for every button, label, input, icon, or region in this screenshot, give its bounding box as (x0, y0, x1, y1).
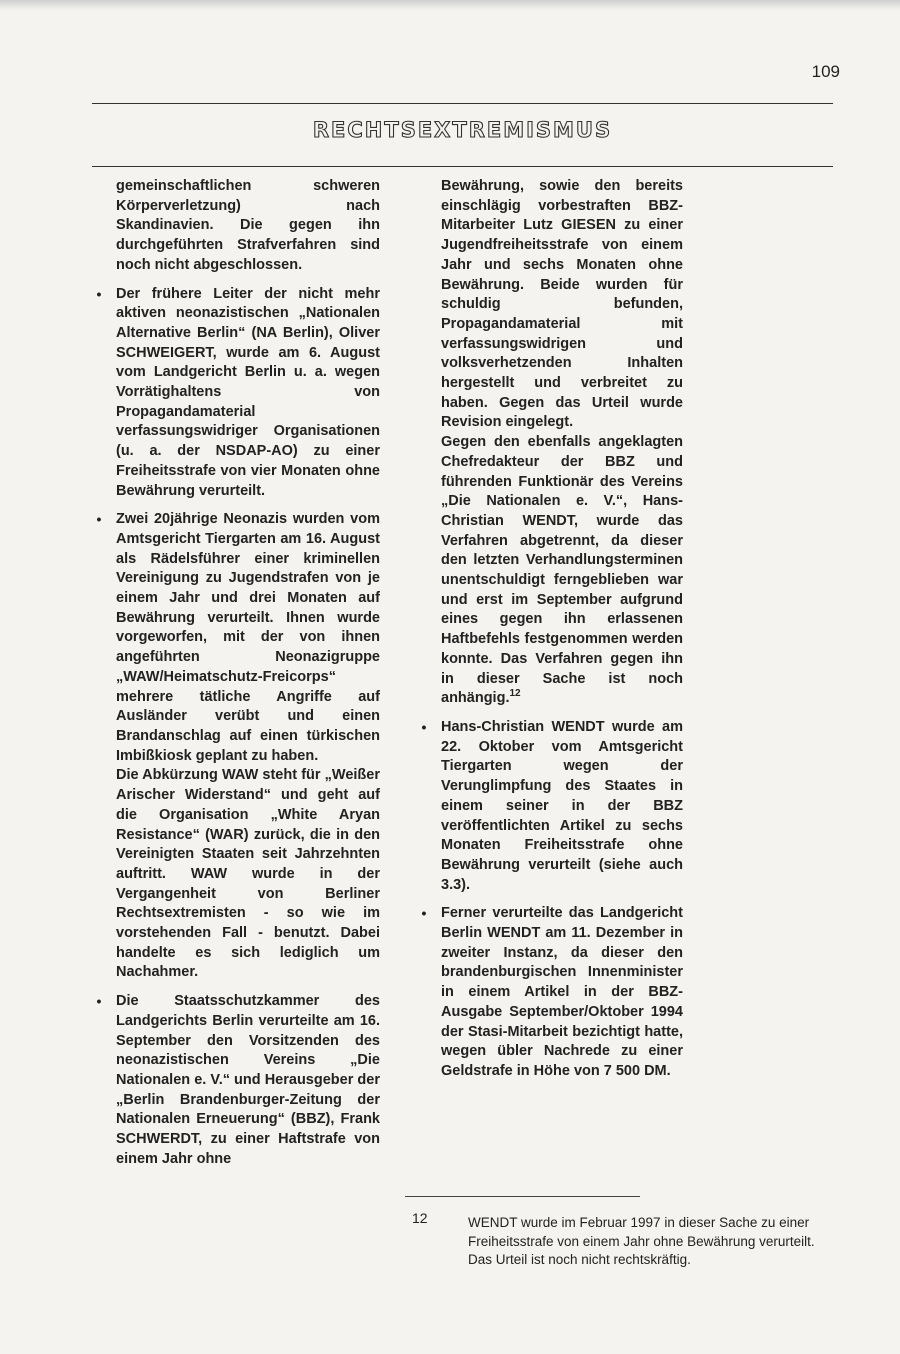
paragraph (415, 433, 683, 709)
bullet-item (415, 718, 683, 895)
left-column (90, 177, 380, 1178)
bullet-icon: • (96, 993, 102, 1010)
bullet-continuation: Die Abkürzung WAW steht für „Weißer Arischer Widerstand“ und geht auf die Organisation „White Aryan Resistance“ (WAR) zurück, die in den Vereinigten Staaten seit Jahrzehnten auftritt. WAW wurde in der Vergangenheit von Berliner Rechtsextremisten - so wie im vorstehenden Fall - benutzt. Dabei handelte es sich lediglich um Nachahmer. (116, 767, 380, 981)
running-header: RECHTSEXTREMISMUS (312, 118, 613, 142)
bullet-text: Hans-Christian WENDT wurde am 22. Oktober vom Amtsgericht Tiergarten wegen der Verunglimpfung des Staates in einem seiner in der BBZ veröffentlichten Artikel zu sechs Monaten Freiheitsstrafe ohne Bewährung verurteilt (siehe auch 3.3). (441, 718, 683, 893)
right-column (415, 177, 683, 1091)
bullet-item (90, 510, 380, 983)
footnote-text: WENDT wurde im Februar 1997 in dieser Sache zu einer Freiheitsstrafe von einem Jahr ohne Bewährung verurteilt. Das Urteil ist noch nicht rechtskräftig. (468, 1215, 815, 1267)
footnote-divider (405, 1196, 640, 1197)
bullet-icon: • (96, 285, 102, 302)
bullet-text: Zwei 20jährige Neonazis wurden vom Amtsgericht Tiergarten am 16. August als Rädelsführer einer kriminellen Vereinigung zu Jugendstrafen von je einem Jahr und drei Monaten auf Bewährung verurteilt. Ihnen wurde vorgeworfen, mit der von ihnen angeführten Neonazigruppe „WAW/Heimatschutz-Freicorps“ mehrere tätliche Angriffe auf Ausländer verübt und einen Brandanschlag auf einen türkischen Imbißkiosk geplant zu haben. (116, 511, 380, 764)
paragraph: Bewährung, sowie den bereits einschlägig vorbestraften BBZ-Mitarbeiter Lutz GIESEN zu einer Jugendfreiheitsstrafe von einem Jahr und sechs Monaten ohne Bewährung. Beide wurden für schuldig befunden, Propagandamaterial mit verfassungswidrigen und volksverhetzenden Inhalten hergestellt und verbreitet zu haben. Gegen das Urteil wurde Revision eingelegt. (441, 178, 683, 431)
paragraph: gemeinschaftlichen schweren Körperverletzung) nach Skandinavien. Die gegen ihn durchgeführten Strafverfahren sind noch nicht abgeschlossen. (116, 178, 380, 273)
footnote-reference[interactable]: 12 (509, 688, 521, 700)
bullet-text: Der frühere Leiter der nicht mehr aktiven neonazistischen „Nationalen Alternative Berlin“ (NA Berlin), Oliver SCHWEIGERT, wurde am 6. August vom Landgericht Berlin u. a. wegen Vorrätighaltens von Propagandamaterial verfassungswidriger Organisationen (u. a. der NSDAP-AO) zu einer Freiheitsstrafe von vier Monaten ohne Bewährung verurteilt. (116, 285, 380, 499)
bullet-item (90, 992, 380, 1169)
header-top-rule (92, 103, 833, 104)
footnote-number: 12 (412, 1210, 428, 1226)
bullet-item (90, 285, 380, 502)
bullet-icon: • (96, 511, 102, 528)
bullet-item (415, 904, 683, 1081)
bullet-text: Ferner verurteilte das Landgericht Berlin WENDT am 11. Dezember in zweiter Instanz, da dieser den brandenburgischen Innenminister in einem Artikel in der BBZ-Ausgabe September/Oktober 1994 der Stasi-Mitarbeit bezichtigt hatte, wegen übler Nachrede zu einer Geldstrafe in Höhe von 7 500 DM. (441, 905, 683, 1079)
scan-top-shadow (0, 0, 900, 10)
header-bottom-rule (92, 166, 833, 167)
paragraph-text: Gegen den ebenfalls angeklagten Chefredakteur der BBZ und führenden Funktionär des Vereins „Die Nationalen e. V.“, Hans-Christian WENDT, wurde das Verfahren abgetrennt, da dieser den letzten Verhandlungsterminen unentschuldigt ferngeblieben war und erst im September aufgrund eines gegen ihn erlassenen Haftbefehls festgenommen werden konnte. Das Verfahren gegen ihn in dieser Sache ist noch anhängig. (441, 434, 683, 707)
bullet-icon: • (421, 905, 427, 922)
bullet-text: Die Staatsschutzkammer des Landgerichts Berlin verurteilte am 16. September den Vorsitzenden des neonazistischen Vereins „Die Nationalen e. V.“ und Herausgeber der „Berlin Brandenburger-Zeitung der Nationalen Erneuerung“ (BBZ), Frank SCHWERDT, zu einer Haftstrafe von einem Jahr ohne (116, 993, 380, 1167)
bullet-icon: • (421, 718, 427, 735)
page-number: 109 (811, 62, 840, 81)
